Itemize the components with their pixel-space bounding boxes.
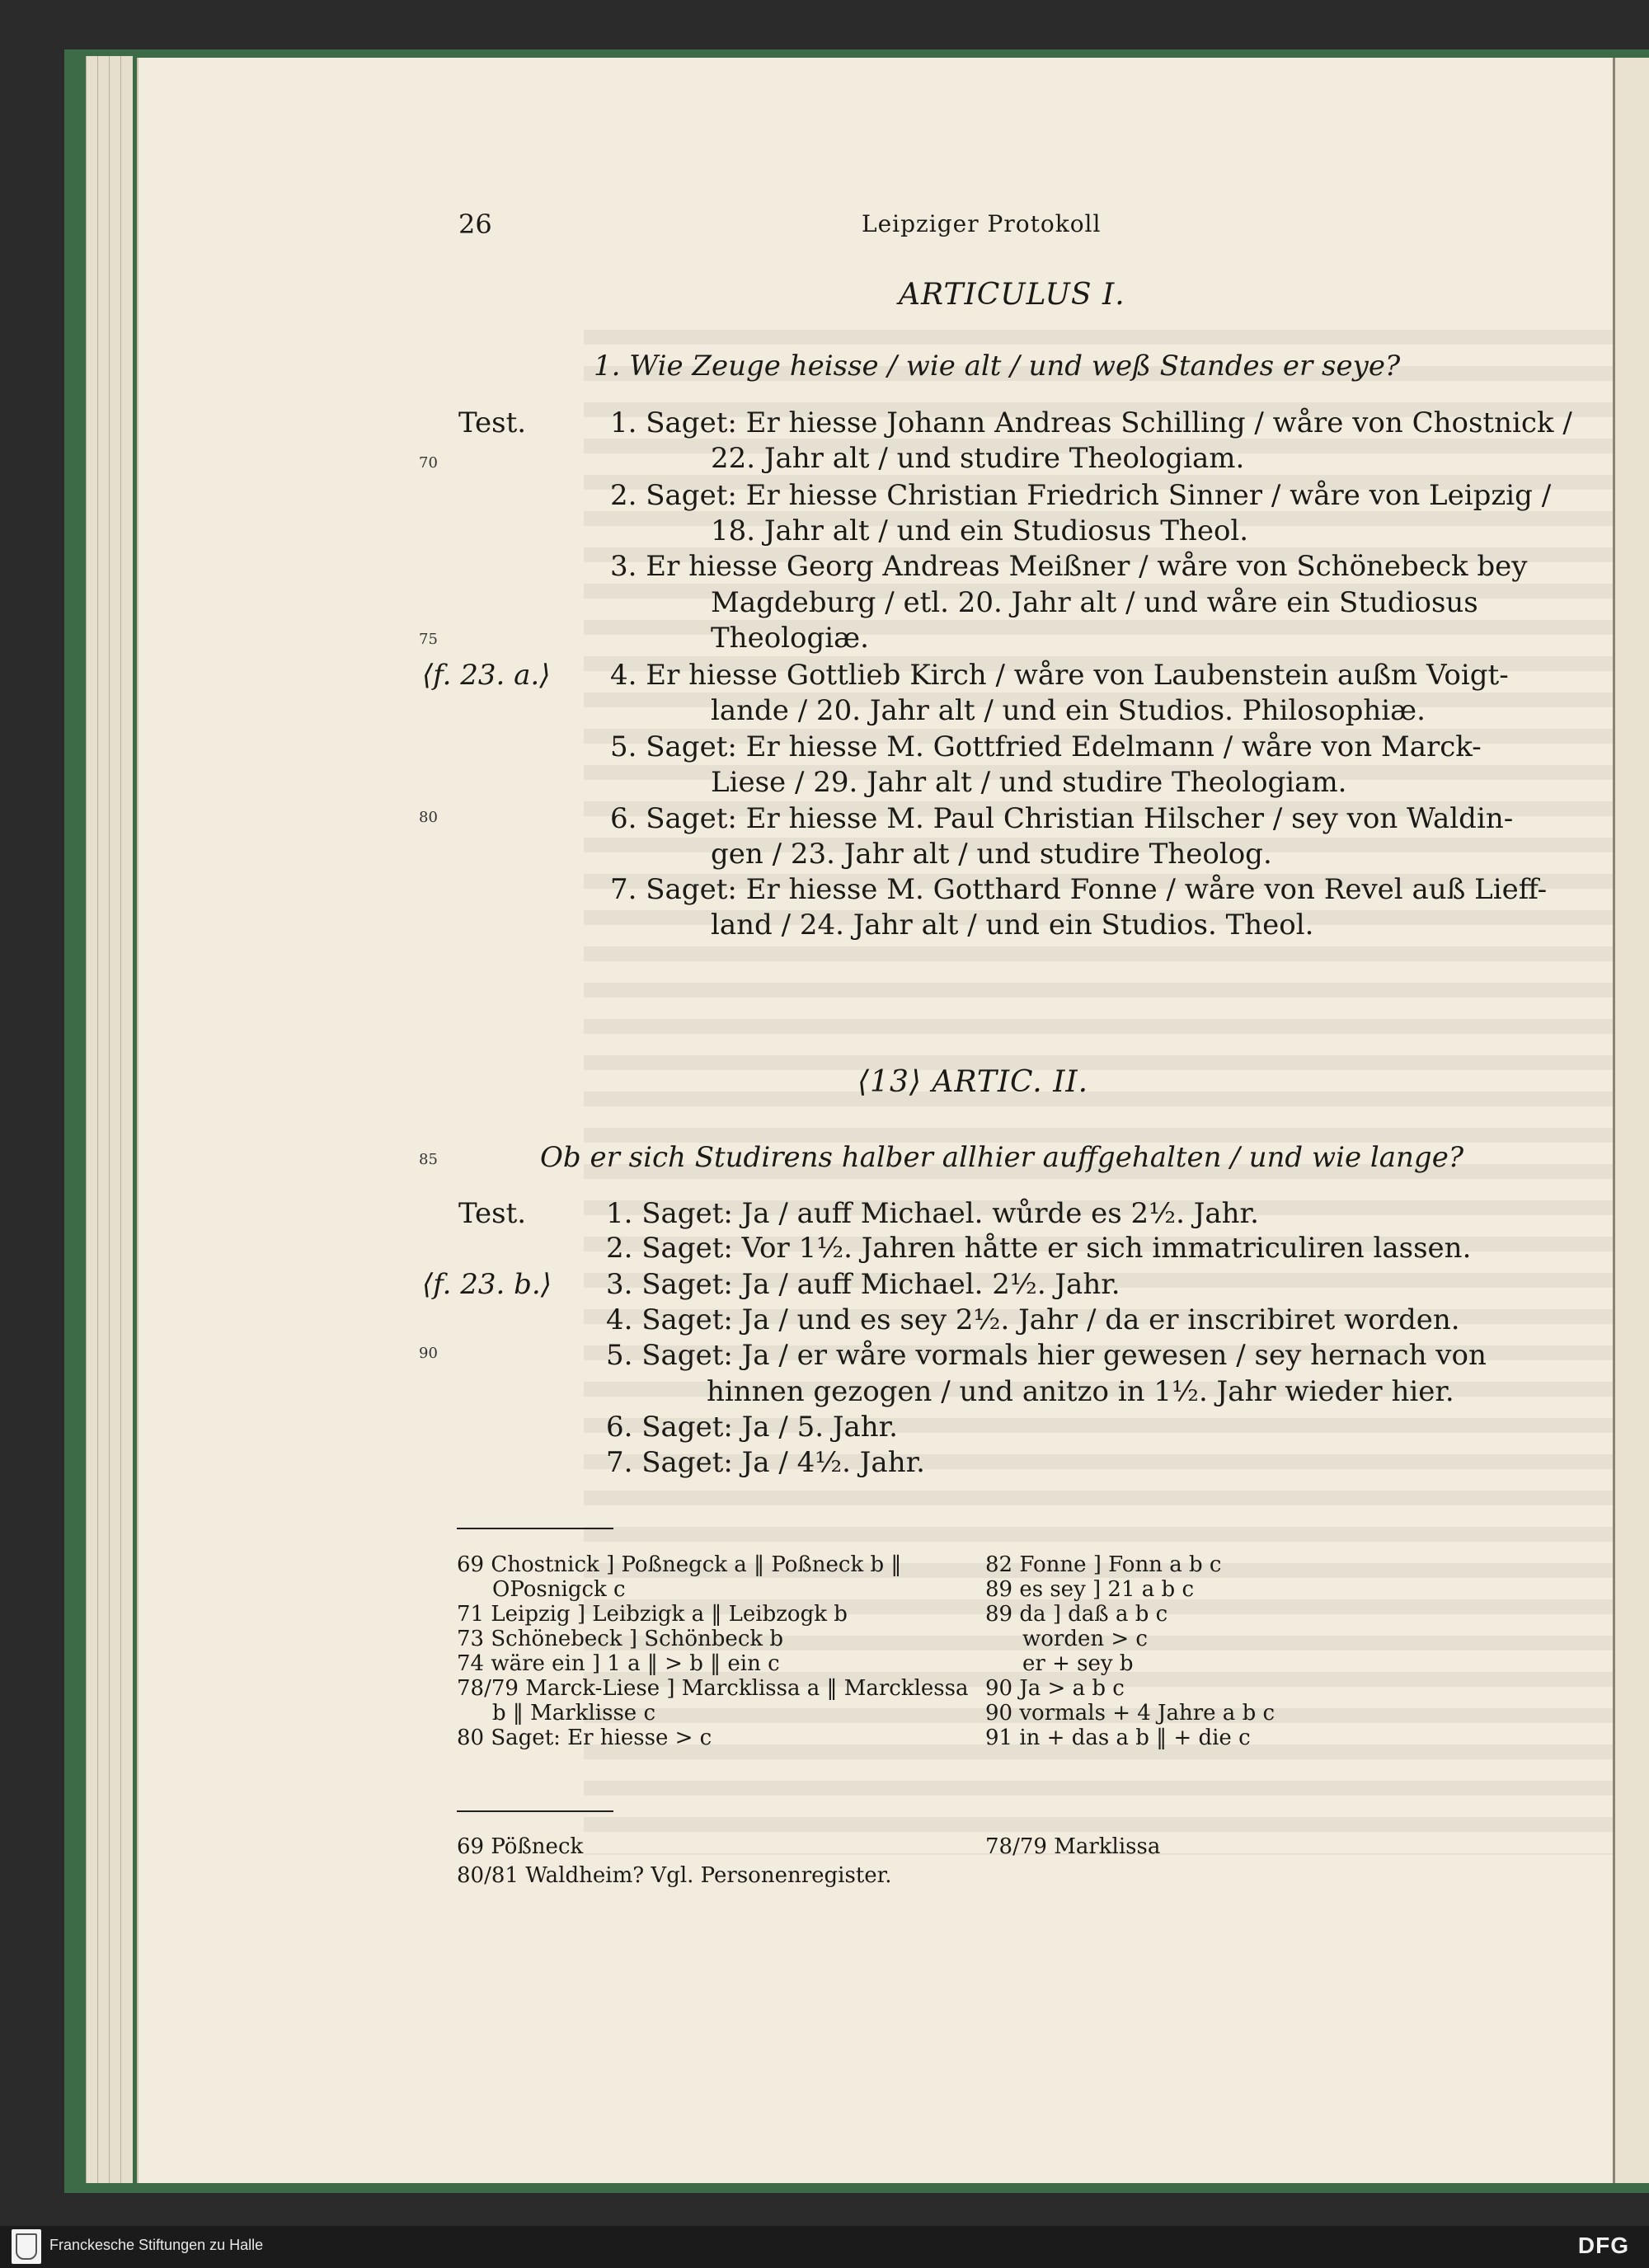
- apparatus-entry: 90 Ja > a b c: [985, 1676, 1125, 1701]
- testimony-line: hinnen gezogen / und anitzo in 1½. Jahr wieder hier.: [707, 1375, 1454, 1408]
- testimony-line: 22. Jahr alt / und studire Theologiam.: [711, 442, 1245, 475]
- testimony-line: 1. Saget: Er hiesse Johann Andreas Schilling / wåre von Chostnick /: [610, 406, 1572, 439]
- apparatus-entry: 80 Saget: Er hiesse > c: [457, 1726, 712, 1750]
- testimony-line: 3. Er hiesse Georg Andreas Meißner / wåre von Schönebeck bey: [610, 550, 1528, 583]
- testimony-line: 18. Jahr alt / und ein Studiosus Theol.: [711, 514, 1249, 547]
- line-number: 90: [419, 1345, 438, 1362]
- testimony-line: 4. Saget: Ja / und es sey 2½. Jahr / da er inscribiret worden.: [606, 1303, 1460, 1336]
- testimony-line: land / 24. Jahr alt / und ein Studios. Theol.: [711, 909, 1314, 941]
- line-number: 80: [419, 809, 438, 826]
- apparatus-entry: 89 da ] daß a b c: [985, 1602, 1168, 1627]
- note-entry: 69 Pößneck: [457, 1834, 584, 1859]
- testimony-line: Liese / 29. Jahr alt / und studire Theologiam.: [711, 766, 1347, 799]
- article-question: Ob er sich Studirens halber allhier auffgehalten / und wie lange?: [540, 1141, 1464, 1174]
- funder-logo: DFG: [1577, 2233, 1629, 2258]
- apparatus-entry: OPosnigck c: [492, 1577, 626, 1602]
- footnote-rule: [457, 1528, 613, 1529]
- testimony-line: 5. Saget: Er hiesse M. Gottfried Edelmann / wåre von Marck-: [610, 730, 1482, 763]
- apparatus-entry: worden > c: [1022, 1627, 1148, 1651]
- note-entry: 80/81 Waldheim? Vgl. Personenregister.: [457, 1863, 892, 1888]
- apparatus-entry: 78/79 Marck-Liese ] Marcklissa a ‖ Marcklessa: [457, 1676, 969, 1701]
- folio-marker: ⟨f. 23. a.⟩: [422, 659, 551, 692]
- footnote-rule: [457, 1810, 613, 1812]
- testimony-line: Theologiæ.: [711, 622, 869, 655]
- testimony-line: 4. Er hiesse Gottlieb Kirch / wåre von Laubenstein außm Voigt-: [610, 659, 1509, 692]
- page-edge: [120, 56, 133, 2183]
- apparatus-entry: 89 es sey ] 21 a b c: [985, 1577, 1195, 1602]
- testimony-line: 6. Saget: Ja / 5. Jahr.: [606, 1411, 898, 1444]
- apparatus-entry: 91 in + das a b ‖ + die c: [985, 1726, 1251, 1750]
- testimony-line: 6. Saget: Er hiesse M. Paul Christian Hilscher / sey von Waldin-: [610, 802, 1514, 835]
- testimony-line: 3. Saget: Ja / auff Michael. 2½. Jahr.: [606, 1268, 1120, 1301]
- testimony-line: 2. Saget: Vor 1½. Jahren håtte er sich immatriculiren lassen.: [606, 1232, 1472, 1265]
- testimony-line: Magdeburg / etl. 20. Jahr alt / und wåre ein Studiosus: [711, 586, 1478, 619]
- apparatus-entry: 71 Leipzig ] Leibzigk a ‖ Leibzogk b: [457, 1602, 848, 1627]
- testimony-line: 1. Saget: Ja / auff Michael. wůrde es 2½. Jahr.: [606, 1197, 1259, 1230]
- note-entry: 78/79 Marklissa: [985, 1834, 1161, 1859]
- page-edge: [86, 56, 98, 2183]
- page-edge: [97, 56, 110, 2183]
- folio-marker: ⟨f. 23. b.⟩: [422, 1268, 552, 1301]
- institution-name: Franckesche Stiftungen zu Halle: [49, 2237, 264, 2253]
- page-edge: [109, 56, 121, 2183]
- apparatus-entry: 69 Chostnick ] Poßnegck a ‖ Poßneck b ‖: [457, 1552, 902, 1577]
- testimony-line: lande / 20. Jahr alt / und ein Studios. Philosophiæ.: [711, 694, 1426, 727]
- line-number: 85: [419, 1151, 438, 1168]
- test-label: Test.: [458, 406, 527, 439]
- apparatus-entry: 90 vormals + 4 Jahre a b c: [985, 1701, 1276, 1726]
- testimony-line: 7. Saget: Ja / 4½. Jahr.: [606, 1446, 925, 1479]
- apparatus-entry: 82 Fonne ] Fonn a b c: [985, 1552, 1222, 1577]
- apparatus-entry: er + sey b: [1022, 1651, 1134, 1676]
- testimony-line: 7. Saget: Er hiesse M. Gotthard Fonne / wåre von Revel auß Lieff-: [610, 873, 1548, 906]
- article-question: 1. Wie Zeuge heisse / wie alt / und weß Standes er seye?: [594, 350, 1401, 383]
- running-title: Leipziger Protokoll: [862, 210, 1102, 237]
- article-heading: ⟨13⟩ ARTIC. II.: [857, 1065, 1089, 1099]
- line-number: 75: [419, 631, 438, 648]
- facing-page-edge: [1613, 58, 1649, 2183]
- apparatus-entry: 73 Schönebeck ] Schönbeck b: [457, 1627, 784, 1651]
- article-heading: ARTICULUS I.: [899, 278, 1125, 312]
- testimony-line: gen / 23. Jahr alt / und studire Theolog.: [711, 838, 1272, 871]
- apparatus-entry: b ‖ Marklisse c: [492, 1701, 656, 1726]
- testimony-line: 5. Saget: Ja / er wåre vormals hier gewesen / sey hernach von: [606, 1339, 1487, 1372]
- testimony-line: 2. Saget: Er hiesse Christian Friedrich Sinner / wåre von Leipzig /: [610, 479, 1552, 512]
- test-label: Test.: [458, 1197, 527, 1230]
- institution-logo-icon: [12, 2229, 41, 2264]
- apparatus-entry: 74 wäre ein ] 1 a ‖ > b ‖ ein c: [457, 1651, 780, 1676]
- page-number: 26: [458, 209, 492, 240]
- line-number: 70: [419, 454, 438, 472]
